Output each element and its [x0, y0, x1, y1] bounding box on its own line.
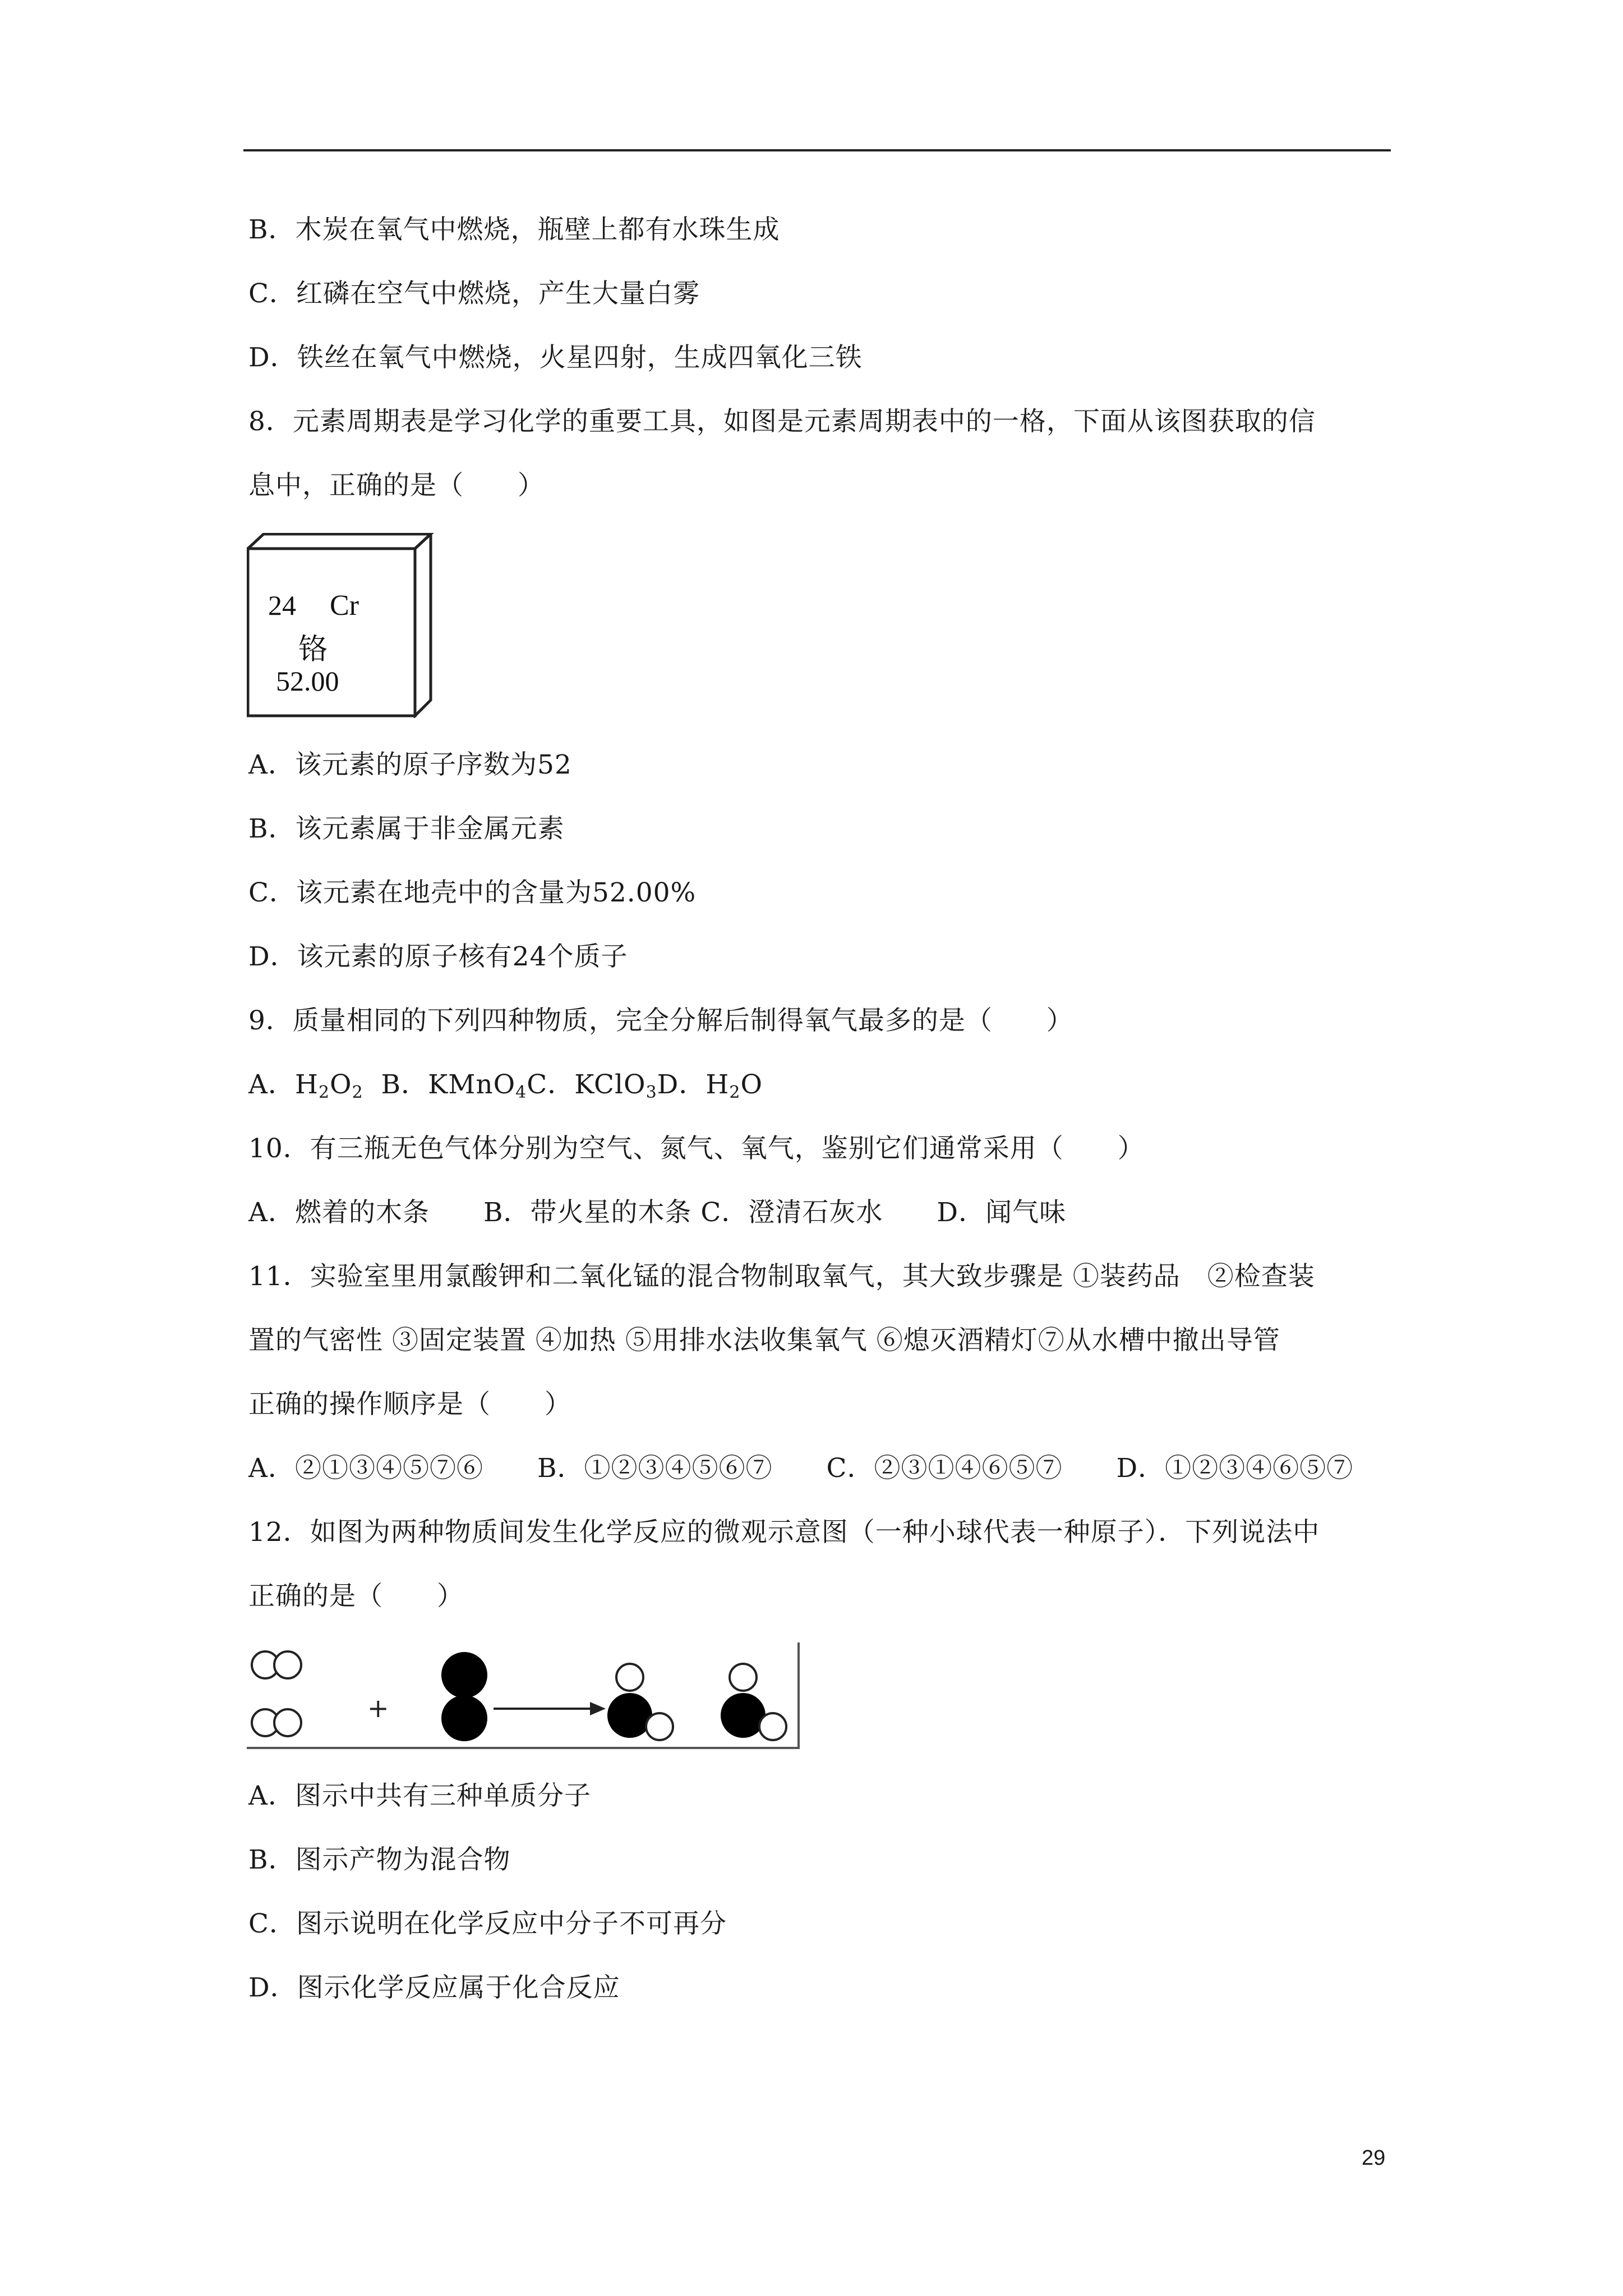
q8-option-b: B．该元素属于非金属元素: [248, 813, 565, 844]
reaction-diagram-svg: [247, 1641, 802, 1754]
q12-option-a: A．图示中共有三种单质分子: [248, 1780, 591, 1811]
product-molecule: [607, 1664, 673, 1740]
reaction-diagram: [247, 1641, 802, 1754]
product-molecule: [721, 1664, 786, 1740]
atomic-number: 24: [268, 590, 296, 621]
q9-option-c-sub: 3: [645, 1083, 657, 1102]
q12-option-b: B．图示产物为混合物: [248, 1844, 511, 1875]
element-symbol: Cr: [330, 590, 359, 622]
cube-outline: [247, 533, 437, 718]
q11-stem-line2: 置的气密性 ③固定装置 ④加热 ⑤用排水法收集氧气 ⑥熄灭酒精灯⑦从水槽中撤出导管: [248, 1325, 1280, 1356]
white-molecule: [252, 1709, 301, 1736]
q9-option-a-label: A．H: [248, 1069, 319, 1100]
q12-option-d: D．图示化学反应属于化合反应: [248, 1972, 620, 2003]
q9-option-b-sub: 4: [515, 1083, 527, 1102]
q11-stem-line3: 正确的操作顺序是（ ）: [248, 1389, 571, 1420]
q8-stem-line1: 8．元素周期表是学习化学的重要工具，如图是元素周期表中的一格，下面从该图获取的信: [248, 406, 1316, 437]
q9-options: [248, 1068, 763, 1102]
white-molecule: [252, 1651, 301, 1678]
q10-options: A．燃着的木条 B．带火星的木条 C．澄清石灰水 D．闻气味: [248, 1197, 1067, 1228]
element-name: 铬: [298, 633, 328, 666]
q8-option-d: D．该元素的原子核有24个质子: [248, 941, 628, 972]
q7-option-d: D．铁丝在氧气中燃烧，火星四射，生成四氧化三铁: [248, 342, 863, 373]
q8-option-a: A．该元素的原子序数为52: [248, 749, 572, 780]
q8-stem-line2: 息中，正确的是（ ）: [248, 470, 545, 501]
q9-option-c-label: C．KClO: [527, 1069, 646, 1100]
q9-option-d-sub: 2: [729, 1083, 741, 1102]
page-number: 29: [1362, 2146, 1386, 2170]
q12-stem-line2: 正确的是（ ）: [248, 1581, 464, 1612]
q9-stem: 9．质量相同的下列四种物质，完全分解后制得氧气最多的是（ ）: [248, 1005, 1073, 1036]
q8-option-c: C．该元素在地壳中的含量为52.00%: [248, 877, 697, 908]
q11-stem-line1: 11．实验室里用氯酸钾和二氧化锰的混合物制取氧气，其大致步骤是 ①装药品 ②检查装: [248, 1261, 1315, 1292]
q10-stem: 10．有三瓶无色气体分别为空气、氮气、氧气，鉴别它们通常采用（ ）: [248, 1133, 1145, 1164]
plus-sign: +: [367, 1693, 389, 1723]
element-cell-figure: [247, 533, 437, 718]
atomic-mass: 52.00: [276, 665, 339, 697]
q12-option-c: C．图示说明在化学反应中分子不可再分: [248, 1908, 727, 1939]
reaction-arrow-head: [590, 1702, 606, 1715]
q9-option-a-mid: O: [330, 1069, 352, 1100]
q9-option-a-sub2: 2: [352, 1083, 363, 1102]
q12-stem-line1: 12．如图为两种物质间发生化学反应的微观示意图（一种小球代表一种原子）．下列说法中: [248, 1517, 1320, 1548]
q9-option-b-label: B．KMnO: [363, 1069, 516, 1100]
black-molecule: [442, 1653, 487, 1741]
q11-options: A．②①③④⑤⑦⑥ B．①②③④⑤⑥⑦ C．②③①④⑥⑤⑦ D．①②③④⑥⑤⑦: [248, 1453, 1354, 1484]
q7-option-c: C．红磷在空气中燃烧，产生大量白雾: [248, 278, 700, 309]
header-rule: [243, 149, 1391, 151]
q9-option-d-label: D．H: [657, 1069, 730, 1100]
q7-option-b: B．木炭在氧气中燃烧，瓶壁上都有水珠生成: [248, 214, 780, 245]
q9-option-d-end: O: [740, 1069, 763, 1100]
q9-option-a-sub1: 2: [318, 1083, 330, 1102]
